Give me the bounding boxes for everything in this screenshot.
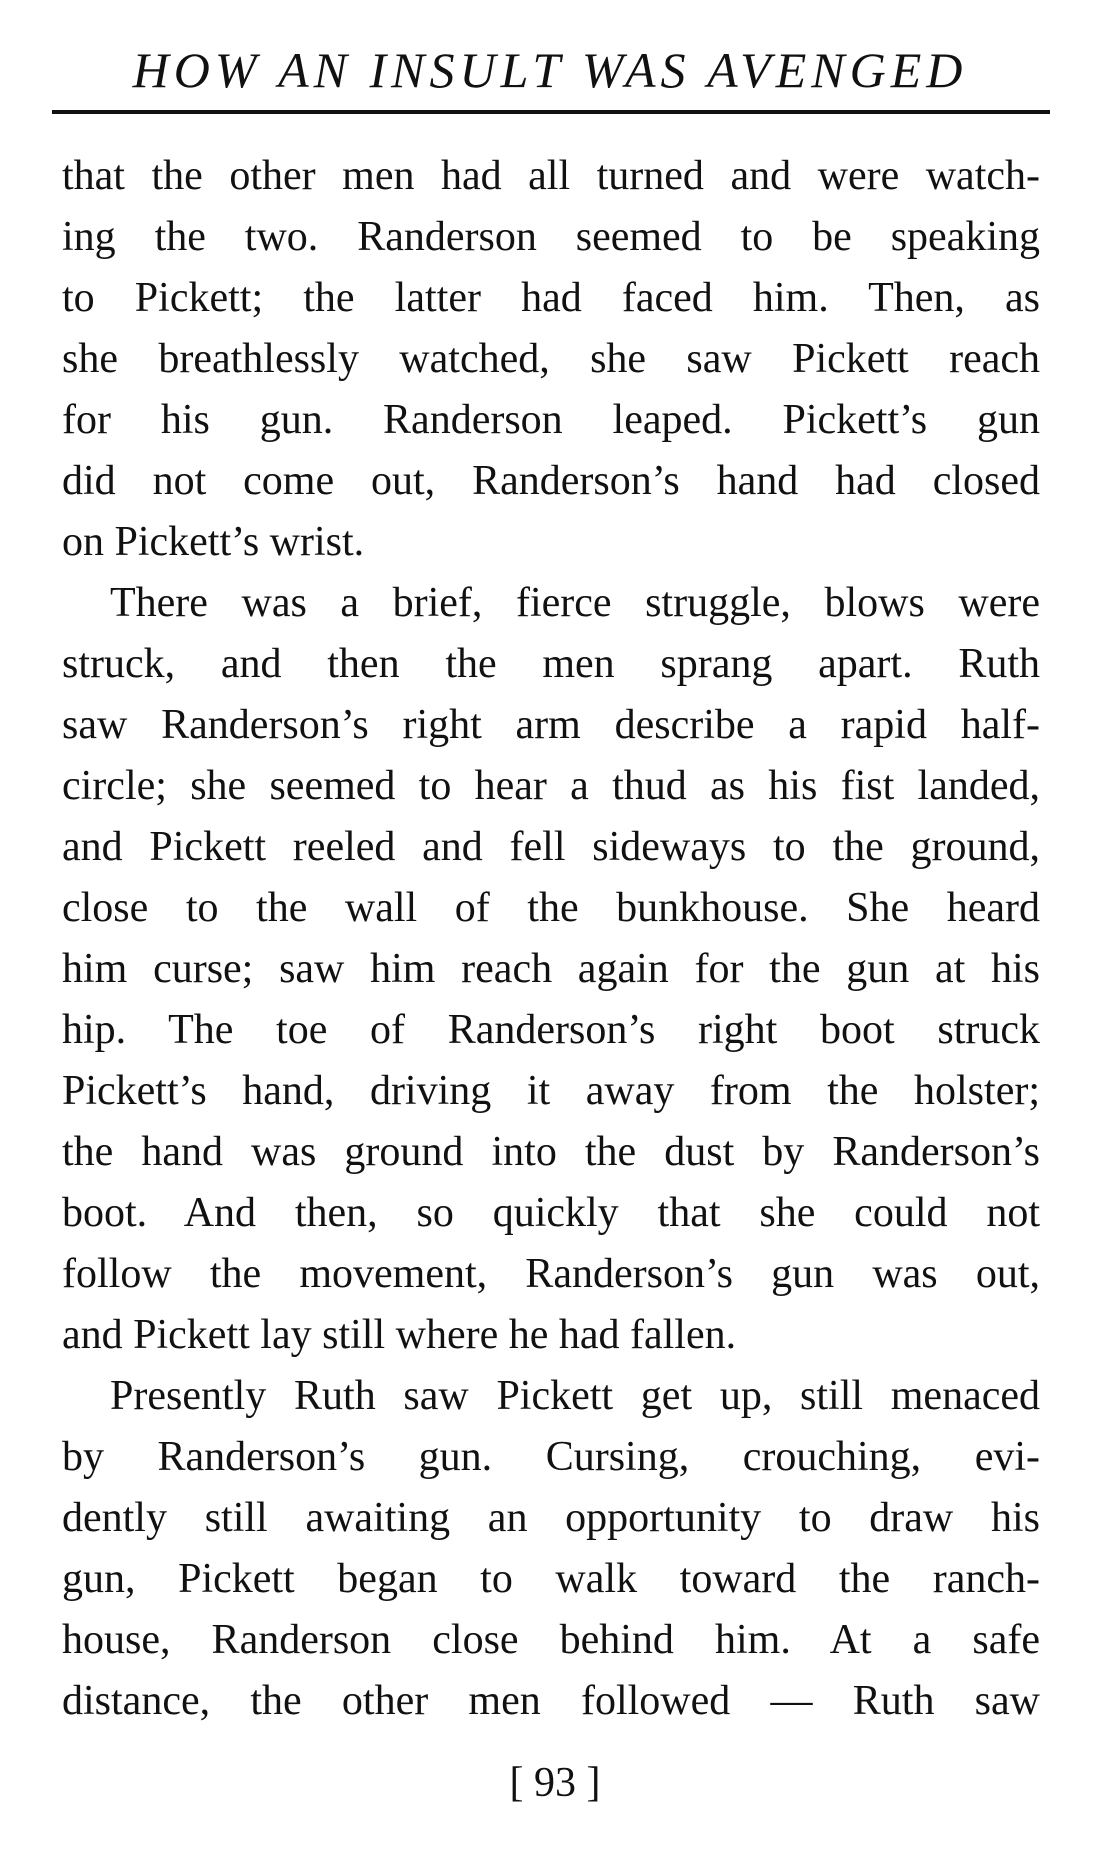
paragraph-2 xyxy=(62,573,1040,1366)
text-line: boot. And then, so quickly that she could not xyxy=(62,1190,1040,1236)
text-line: did not come out, Randerson’s hand had closed xyxy=(62,458,1040,504)
text-line: dently still awaiting an opportunity to draw his xyxy=(62,1495,1040,1541)
text-line: and Pickett lay still where he had fallen. xyxy=(62,1312,737,1358)
text-line: for his gun. Randerson leaped. Pickett’s gun xyxy=(62,397,1040,443)
text-line: saw Randerson’s right arm describe a rapid half- xyxy=(62,702,1040,748)
text-line: follow the movement, Randerson’s gun was out, xyxy=(62,1251,1040,1297)
text-line: and Pickett reeled and fell sideways to the ground, xyxy=(62,824,1040,870)
text-line: him curse; saw him reach again for the gun at his xyxy=(62,946,1040,992)
text-line: she breathlessly watched, she saw Pickett reach xyxy=(62,336,1040,382)
text-line: Presently Ruth saw Pickett get up, still menaced xyxy=(110,1373,1040,1419)
text-line: by Randerson’s gun. Cursing, crouching, evi- xyxy=(62,1434,1040,1480)
text-line: struck, and then the men sprang apart. Ruth xyxy=(62,641,1040,687)
page-number: [ 93 ] xyxy=(509,1760,601,1806)
text-line: close to the wall of the bunkhouse. She heard xyxy=(62,885,1040,931)
header-rule xyxy=(52,110,1050,114)
text-line: on Pickett’s wrist. xyxy=(62,519,365,565)
text-line: gun, Pickett began to walk toward the ranch- xyxy=(62,1556,1040,1602)
body-text xyxy=(62,146,1040,1732)
text-line: Pickett’s hand, driving it away from the holster; xyxy=(62,1068,1040,1114)
paragraph-1 xyxy=(62,146,1040,573)
text-line: There was a brief, fierce struggle, blows were xyxy=(110,580,1040,626)
text-line: distance, the other men followed — Ruth saw xyxy=(62,1678,1040,1724)
text-line: hip. The toe of Randerson’s right boot struck xyxy=(62,1007,1040,1053)
text-line: that the other men had all turned and were watch- xyxy=(62,153,1040,199)
text-line: ing the two. Randerson seemed to be speaking xyxy=(62,214,1040,260)
text-line: to Pickett; the latter had faced him. Then, as xyxy=(62,275,1040,321)
running-head-title: HOW AN INSULT WAS AVENGED xyxy=(132,42,968,98)
text-line: the hand was ground into the dust by Randerson’s xyxy=(62,1129,1040,1175)
paragraph-3 xyxy=(62,1366,1040,1732)
text-line: house, Randerson close behind him. At a safe xyxy=(62,1617,1040,1663)
text-line: circle; she seemed to hear a thud as his fist landed, xyxy=(62,763,1040,809)
